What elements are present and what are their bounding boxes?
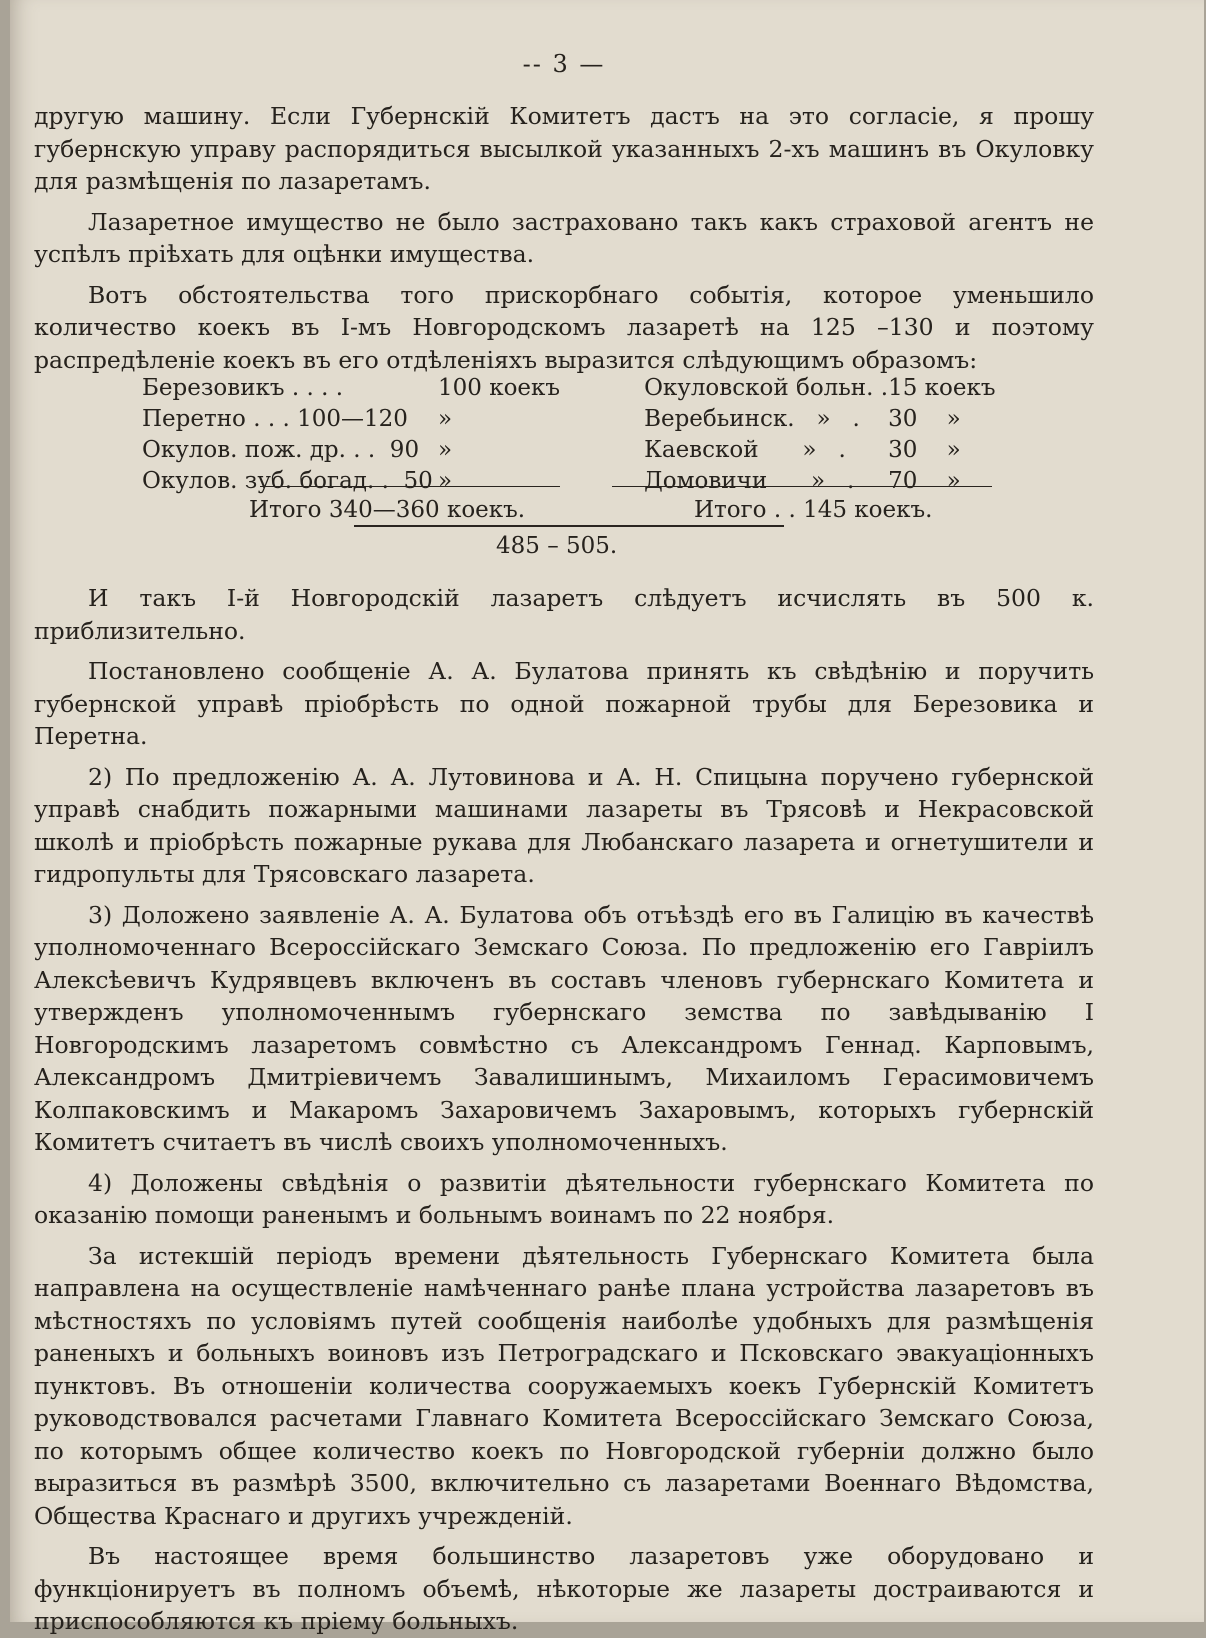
text-block-top	[34, 100, 1094, 376]
left-hospital-name: Окулов. зуб. богад. . 50	[142, 468, 433, 494]
right-hospital-name: Каевской » .	[644, 437, 846, 463]
right-bed-count: 70 »	[888, 468, 961, 494]
paragraph: И такъ I-й Новгородскій лазаретъ слѣдуетъ исчислять въ 500 к. приблизительно.	[34, 584, 1094, 645]
right-bed-count: 30 »	[888, 406, 961, 432]
beds-table	[142, 373, 1038, 497]
left-total: Итого 340—360 коекъ.	[249, 497, 526, 523]
right-bed-count: 15 коекъ	[888, 375, 996, 401]
right-total-rule	[612, 486, 992, 487]
paragraph: 4) Доложены свѣдѣнія о развитіи дѣятельности губернскаго Комитета по оказанію помощи раненымъ и больнымъ воинамъ по 22 ноября.	[34, 1168, 1094, 1229]
left-hospital-name: Перетно . . . 100—120	[142, 406, 408, 432]
page-number: -- 3 —	[522, 50, 606, 78]
left-bed-count: »	[438, 468, 453, 494]
left-total-rule	[260, 486, 560, 487]
right-hospital-name: Веребьинск. » .	[644, 406, 860, 432]
right-total: Итого . . 145 коекъ.	[694, 497, 933, 523]
paragraph: Лазаретное имущество не было застраховано такъ какъ страховой агентъ не успѣлъ пріѣхать для оцѣнки имущества.	[34, 207, 1094, 268]
paragraph: Постановлено сообщеніе А. А. Булатова принять къ свѣдѣнію и поручить губернской управѣ пріобрѣсть по одной пожарной трубы для Березовика и Перетна.	[34, 657, 1094, 750]
table-row	[142, 466, 1038, 497]
paragraph: За истекшій періодъ времени дѣятельность Губернскаго Комитета была направлена на осуществленіе намѣченнаго ранѣе плана устройства лазаретовъ въ мѣстностяхъ по условіямъ путей сообщенія наиболѣе удобныхъ для размѣщенія раненыхъ и больныхъ воиновъ изъ Петроградскаго и Псковскаго эвакуаціонныхъ пунктовъ. Въ отношеніи количества сооружаемыхъ коекъ Губернскій Комитетъ руководствовался расчетами Главнаго Комитета Всероссійскаго Земскаго Союза, по которымъ общее количество коекъ по Новгородской губерніи должно было выразиться въ размѣрѣ 3500, включительно съ лазаретами Военнаго Вѣдомства, Общества Краснаго и другихъ учрежденій.	[34, 1241, 1094, 1530]
left-bed-count: »	[438, 437, 453, 463]
table-row	[142, 373, 1038, 404]
paragraph: 2) По предложенію А. А. Лутовинова и А. Н. Спицына поручено губернской управѣ снабдить пожарными машинами лазареты въ Трясовѣ и Некрасовской школѣ и пріобрѣсть пожарные рукава для Любанскаго лазарета и огнетушители и гидропульты для Трясовскаго лазарета.	[34, 762, 1094, 888]
right-hospital-name: Окуловской больн. .	[644, 375, 889, 401]
left-bed-count: »	[438, 406, 453, 432]
left-hospital-name: Березовикъ . . . .	[142, 375, 344, 401]
document-page	[10, 0, 1204, 1635]
table-row	[142, 435, 1038, 466]
paragraph: Въ настоящее время большинство лазаретовъ уже оборудовано и функціонируетъ въ полномъ объемѣ, нѣкоторые же лазареты достраиваются и приспособляются къ пріему больныхъ.	[34, 1542, 1094, 1635]
left-bed-count: 100 коекъ	[438, 375, 561, 401]
grand-total: 485 – 505.	[496, 533, 618, 559]
paragraph: Вотъ обстоятельства того прискорбнаго событія, которое уменьшило количество коекъ въ I-мъ Новгородскомъ лазаретѣ на 125 –130 и поэтому распредѣленіе коекъ въ его отдѣленіяхъ выразится слѣдующимъ образомъ:	[34, 280, 1094, 374]
paragraph: другую машину. Если Губернскій Комитетъ дастъ на это согласіе, я прошу губернскую управу распорядиться высылкой указанныхъ 2-хъ машинъ въ Окуловку для размѣщенія по лазаретамъ.	[34, 102, 1094, 195]
left-hospital-name: Окулов. пож. др. . . 90	[142, 437, 420, 463]
right-bed-count: 30 »	[888, 437, 961, 463]
table-row	[142, 404, 1038, 435]
text-block-bottom	[34, 582, 1094, 1638]
right-hospital-name: Домовичи » .	[644, 468, 855, 494]
grand-total-rule	[354, 525, 784, 527]
paragraph: 3) Доложено заявленіе А. А. Булатова объ отъѣздѣ его въ Галицію въ качествѣ уполномоченнаго Всероссійскаго Земскаго Союза. По предложенію его Гавріилъ Алексѣевичъ Кудрявцевъ включенъ въ составъ членовъ губернскаго Комитета и утвержденъ уполномоченнымъ губернскаго земства по завѣдыванію I Новгородскимъ лазаретомъ совмѣстно съ Александромъ Геннад. Карповымъ, Александромъ Дмитріевичемъ Завалишинымъ, Михаиломъ Герасимовичемъ Колпаковскимъ и Макаромъ Захаровичемъ Захаровымъ, которыхъ губернскій Комитетъ считаетъ въ числѣ своихъ уполномоченныхъ.	[34, 900, 1094, 1156]
